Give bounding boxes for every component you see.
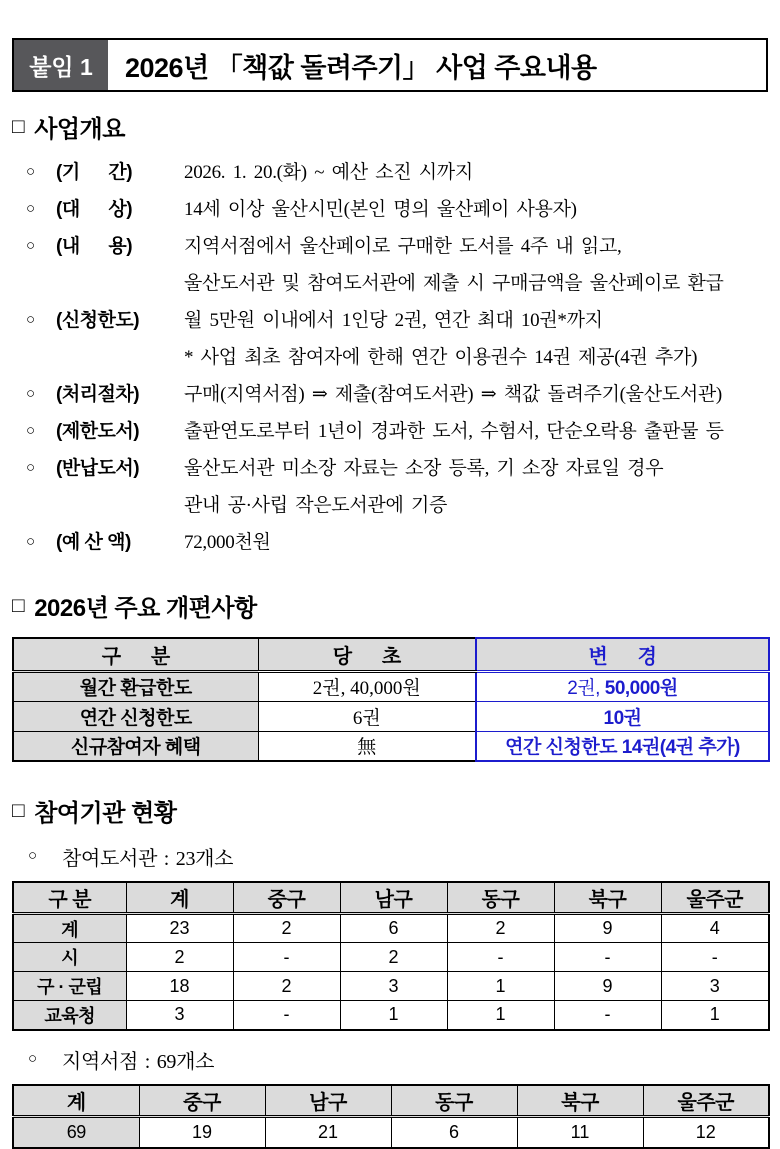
item-text: 2026. 1. 20.(화) ~ 예산 소진 시까지 <box>184 162 473 183</box>
cell-value: 6 <box>391 1117 517 1148</box>
cell-value: 3 <box>340 972 447 1001</box>
libraries-count-label: 참여도서관 : 23개소 <box>62 848 234 870</box>
circle-bullet-icon: ○ <box>26 386 36 402</box>
square-bullet-icon: □ <box>12 799 25 822</box>
item-label: (기 간) <box>56 162 133 183</box>
cell-value: - <box>661 943 769 972</box>
cell-value: 1 <box>447 972 554 1001</box>
cell-after-value: 연간 신청한도 14권(4권 추가) <box>505 737 740 759</box>
col-header: 울주군 <box>643 1085 769 1117</box>
item-text: 지역서점에서 울산페이로 구매한 도서를 4주 내 읽고, <box>184 236 622 257</box>
table-row <box>13 914 769 943</box>
cell-value: 4 <box>661 914 769 943</box>
table-row <box>13 731 769 761</box>
col-header: 중구 <box>233 882 340 914</box>
col-header: 계 <box>126 882 233 914</box>
item-label: (처리절차) <box>56 384 140 405</box>
item-text: 출판연도로부터 1년이 경과한 도서, 수험서, 단순오락용 출판물 등 <box>184 421 724 442</box>
item-label: (반납도서) <box>56 458 140 479</box>
section-heading-participation <box>12 793 768 828</box>
cell-value: 3 <box>661 972 769 1001</box>
circle-bullet-icon: ○ <box>26 164 36 180</box>
item-label: (내 용) <box>56 236 133 257</box>
circle-bullet-icon: ○ <box>26 201 36 217</box>
col-header: 중구 <box>139 1085 265 1117</box>
col-header: 동구 <box>447 882 554 914</box>
col-header: 남구 <box>265 1085 391 1117</box>
bookstores-count-label: 지역서점 : 69개소 <box>62 1050 215 1073</box>
table-row <box>13 943 769 972</box>
cell-value: - <box>447 943 554 972</box>
cell-value: - <box>554 943 661 972</box>
item-footnote: * 사업 최초 참여자에 한해 연간 이용권수 14권 제공(4권 추가) <box>184 347 698 368</box>
item-label: (신청한도) <box>56 310 140 331</box>
cell-value: - <box>233 943 340 972</box>
cell-value: 9 <box>554 914 661 943</box>
cell-value: 1 <box>661 1001 769 1030</box>
table-row <box>13 1117 769 1148</box>
row-label: 구 · 군립 <box>13 972 126 1001</box>
section-heading-label: 참여기관 현황 <box>34 800 177 827</box>
overview-item-process <box>12 376 768 413</box>
cell-total: 69 <box>13 1117 139 1148</box>
col-header-before: 당 초 <box>258 638 476 671</box>
col-header: 계 <box>13 1085 139 1117</box>
overview-item-content <box>12 228 768 302</box>
cell-value: 2 <box>447 914 554 943</box>
col-header: 구 분 <box>13 882 126 914</box>
cell-value: 2 <box>340 943 447 972</box>
section-heading-label: 사업개요 <box>34 116 125 143</box>
col-header: 동구 <box>391 1085 517 1117</box>
cell-after <box>476 701 769 731</box>
item-text: 구매(지역서점) ⇒ 제출(참여도서관) ⇒ 책값 돌려주기(울산도서관) <box>184 384 722 405</box>
square-bullet-icon: □ <box>12 115 25 138</box>
cell-value: 19 <box>139 1117 265 1148</box>
document-header <box>12 38 768 92</box>
table-row <box>13 972 769 1001</box>
revision-table <box>12 637 770 762</box>
circle-bullet-icon: ○ <box>26 460 36 476</box>
square-bullet-icon: □ <box>12 594 25 617</box>
table-header-row <box>13 1085 769 1117</box>
col-header: 북구 <box>554 882 661 914</box>
cell-before: 2권, 40,000원 <box>258 671 476 701</box>
circle-bullet-icon: ○ <box>26 423 36 439</box>
overview-item-budget <box>12 524 768 561</box>
overview-list <box>12 154 768 561</box>
libraries-count-line <box>28 842 768 871</box>
table-header-row <box>13 882 769 914</box>
cell-after <box>476 671 769 701</box>
cell-after-value: 50,000원 <box>604 678 678 699</box>
table-row <box>13 671 769 701</box>
cell-value: 3 <box>126 1001 233 1030</box>
cell-after-prefix: 2권, <box>567 678 605 699</box>
section-heading-overview <box>12 109 768 144</box>
section-heading-revision <box>12 588 768 623</box>
cell-value: - <box>233 1001 340 1030</box>
table-row <box>13 701 769 731</box>
col-header: 남구 <box>340 882 447 914</box>
cell-value: 18 <box>126 972 233 1001</box>
item-text: 월 5만원 이내에서 1인당 2권, 연간 최대 10권*까지 <box>184 310 603 331</box>
circle-bullet-icon: ○ <box>28 848 37 864</box>
cell-value: 1 <box>447 1001 554 1030</box>
cell-value: 9 <box>554 972 661 1001</box>
circle-bullet-icon: ○ <box>26 312 36 328</box>
row-label: 교육청 <box>13 1001 126 1030</box>
item-label: (대 상) <box>56 199 133 220</box>
cell-after-value: 10권 <box>603 707 642 729</box>
overview-item-restricted <box>12 413 768 450</box>
section-heading-label: 2026년 주요 개편사항 <box>34 595 257 622</box>
col-header-after: 변 경 <box>476 638 769 671</box>
row-label: 시 <box>13 943 126 972</box>
row-label: 신규참여자 혜택 <box>13 731 258 761</box>
table-header-row <box>13 638 769 671</box>
cell-value: 1 <box>340 1001 447 1030</box>
overview-item-target <box>12 191 768 228</box>
cell-value: 6 <box>340 914 447 943</box>
cell-before: 無 <box>258 731 476 761</box>
cell-value: 2 <box>233 972 340 1001</box>
cell-after <box>476 731 769 761</box>
col-header: 울주군 <box>661 882 769 914</box>
item-text: 울산도서관 미소장 자료는 소장 등록, 기 소장 자료일 경우 <box>184 458 664 479</box>
item-text: 14세 이상 울산시민(본인 명의 울산페이 사용자) <box>184 199 577 220</box>
bookstores-count-line <box>28 1045 768 1074</box>
col-header-category: 구 분 <box>13 638 258 671</box>
item-label: (제한도서) <box>56 421 140 442</box>
item-label: (예 산 액) <box>56 532 131 553</box>
cell-value: 12 <box>643 1117 769 1148</box>
cell-value: 2 <box>233 914 340 943</box>
row-label: 계 <box>13 914 126 943</box>
overview-item-period <box>12 154 768 191</box>
col-header: 북구 <box>517 1085 643 1117</box>
item-text: 72,000천원 <box>184 532 271 553</box>
row-label: 연간 신청한도 <box>13 701 258 731</box>
item-text: 울산도서관 및 참여도서관에 제출 시 구매금액을 울산페이로 환급 <box>184 273 724 294</box>
row-label: 월간 환급한도 <box>13 671 258 701</box>
cell-before: 6권 <box>258 701 476 731</box>
circle-bullet-icon: ○ <box>28 1050 37 1067</box>
attachment-badge: 붙임 1 <box>14 40 108 90</box>
cell-value: 11 <box>517 1117 643 1148</box>
cell-value: 2 <box>126 943 233 972</box>
libraries-table <box>12 881 770 1031</box>
overview-item-limit <box>12 302 768 376</box>
item-text: 관내 공·사립 작은도서관에 기증 <box>184 495 448 516</box>
circle-bullet-icon: ○ <box>26 238 36 254</box>
cell-value: 23 <box>126 914 233 943</box>
cell-value: 21 <box>265 1117 391 1148</box>
page-title: 2026년 「책값 돌려주기」 사업 주요내용 <box>125 52 597 83</box>
overview-item-returned <box>12 450 768 524</box>
circle-bullet-icon: ○ <box>26 534 36 550</box>
cell-value: - <box>554 1001 661 1030</box>
table-row <box>13 1001 769 1030</box>
bookstores-table <box>12 1084 770 1149</box>
